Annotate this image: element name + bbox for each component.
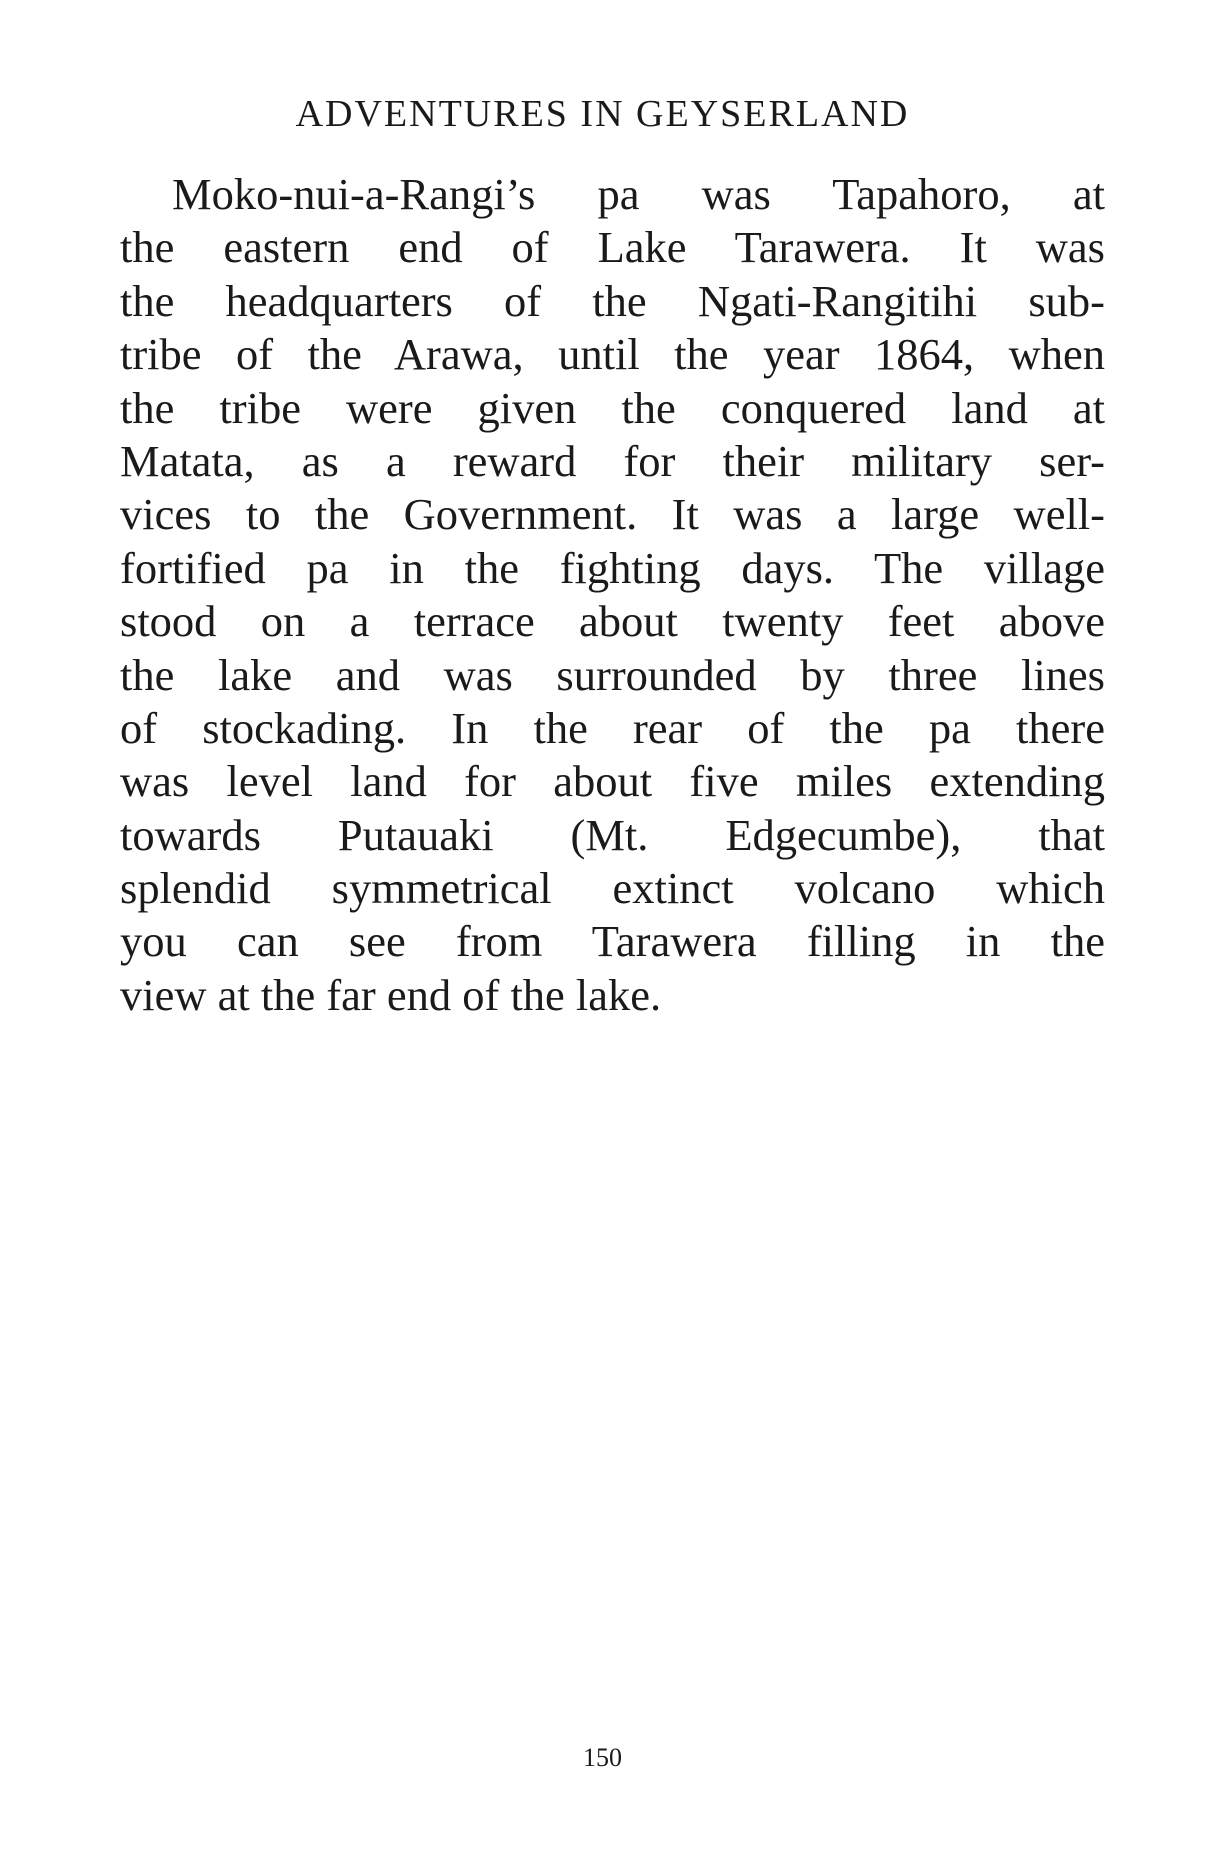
text-line: the eastern end of Lake Tarawera. It was [120, 222, 1105, 273]
text-line: vices to the Government. It was a large well- [120, 489, 1105, 540]
text-line: view at the far end of the lake. [120, 969, 662, 1020]
text-line: you can see from Tarawera filling in the [120, 916, 1105, 967]
text-line: towards Putauaki (Mt. Edgecumbe), that [120, 809, 1105, 860]
text-line: Matata, as a reward for their military ser- [120, 435, 1105, 486]
running-head: ADVENTURES IN GEYSERLAND [295, 93, 910, 135]
text-line: tribe of the Arawa, until the year 1864, when [120, 329, 1105, 380]
text-line: Moko-nui-a-Rangi’s pa was Tapahoro, at [172, 169, 1105, 219]
text-line: the lake and was surrounded by three lines [120, 649, 1105, 700]
text-line: fortified pa in the fighting days. The village [120, 542, 1105, 593]
text-line: was level land for about five miles extending [120, 756, 1105, 807]
body-paragraph [120, 168, 1105, 1022]
text-line: splendid symmetrical extinct volcano which [120, 863, 1105, 914]
text-line: stood on a terrace about twenty feet above [120, 596, 1105, 647]
text-line: of stockading. In the rear of the pa there [120, 702, 1105, 753]
text-line: the headquarters of the Ngati-Rangitihi sub- [120, 275, 1105, 326]
page-number: 150 [583, 1743, 622, 1772]
text-line: the tribe were given the conquered land at [120, 382, 1105, 433]
